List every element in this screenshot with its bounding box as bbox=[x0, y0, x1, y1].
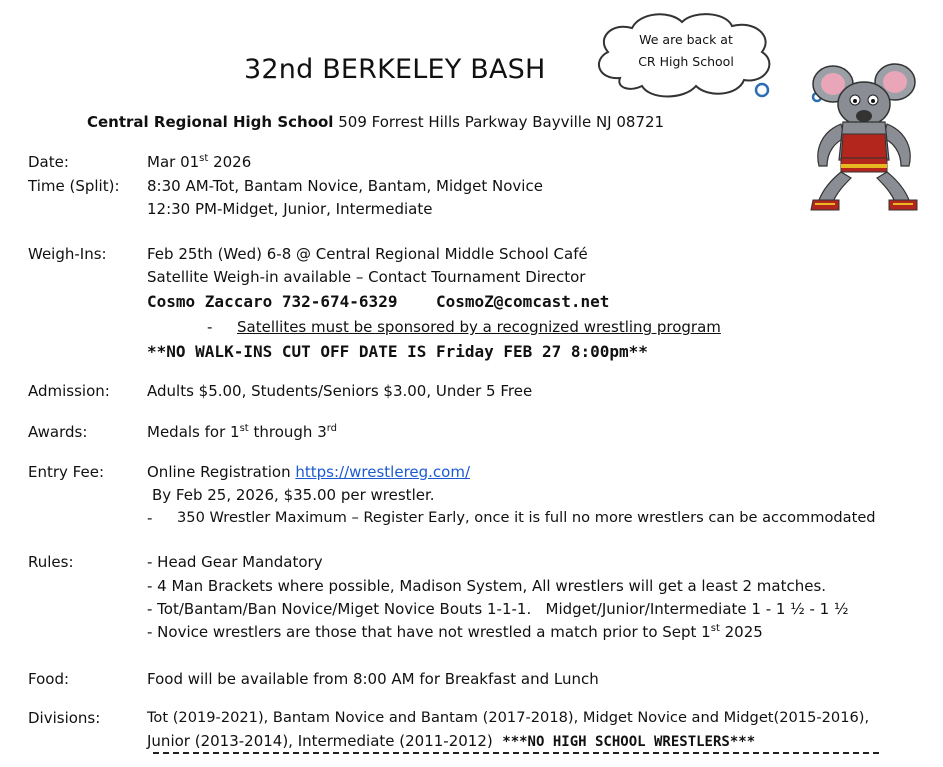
venue-address: 509 Forrest Hills Parkway Bayville NJ 08721 bbox=[338, 113, 665, 131]
entry-fee-label: Entry Fee: bbox=[28, 463, 104, 481]
dashed-separator bbox=[153, 752, 879, 754]
rules-label: Rules: bbox=[28, 553, 74, 571]
date-year: 2026 bbox=[213, 153, 252, 171]
food-value: Food will be available from 8:00 AM for Breakfast and Lunch bbox=[147, 670, 599, 688]
rules-line-1: - Head Gear Mandatory bbox=[147, 553, 323, 571]
page-title: 32nd BERKELEY BASH bbox=[244, 54, 546, 85]
mascot-rat-wrestler-icon bbox=[805, 62, 923, 214]
rules-line-4-text: - Novice wrestlers are those that have not wrestled a match prior to Sept 1 bbox=[147, 623, 711, 641]
awards-part-1: Medals for 1 bbox=[147, 423, 240, 441]
registration-link[interactable]: https://wrestlereg.com/ bbox=[295, 463, 471, 481]
time-line-1: 8:30 AM-Tot, Bantam Novice, Bantam, Midget Novice bbox=[147, 177, 543, 195]
admission-label: Admission: bbox=[28, 382, 110, 400]
time-label: Time (Split): bbox=[28, 177, 120, 195]
venue-line bbox=[87, 113, 664, 131]
satellite-note: Satellites must be sponsored by a recognized wrestling program bbox=[237, 318, 721, 336]
entry-online-text: Online Registration bbox=[147, 463, 296, 481]
entry-max-note: 350 Wrestler Maximum – Register Early, once it is full no more wrestlers can be accommodated bbox=[177, 509, 876, 526]
awards-value bbox=[147, 423, 337, 441]
rules-line-4 bbox=[147, 623, 763, 641]
entry-deadline: By Feb 25, 2026, $35.00 per wrestler. bbox=[152, 486, 435, 504]
date-suffix: st bbox=[199, 153, 209, 164]
rules-line-2: - 4 Man Brackets where possible, Madison System, All wrestlers will get a least 2 matches. bbox=[147, 577, 827, 595]
cutoff-notice: **NO WALK-INS CUT OFF DATE IS Friday FEB 27 8:00pm** bbox=[147, 342, 648, 361]
satellite-bullet-dash: - bbox=[207, 318, 213, 336]
awards-sup-2: rd bbox=[326, 423, 338, 434]
awards-sup-1: st bbox=[239, 423, 249, 434]
venue-name: Central Regional High School bbox=[87, 113, 334, 131]
divisions-line-2 bbox=[147, 732, 755, 750]
food-label: Food: bbox=[28, 670, 70, 688]
weighins-line-2: Satellite Weigh-in available – Contact Tournament Director bbox=[147, 268, 586, 286]
divisions-line-2-text: Junior (2013-2014), Intermediate (2011-2012) bbox=[147, 732, 503, 750]
bubble-line-2: CR High School bbox=[638, 54, 734, 69]
rules-line-3: - Tot/Bantam/Ban Novice/Miget Novice Bouts 1-1-1. Midget/Junior/Intermediate 1 - 1 ½ - 1 ½ bbox=[147, 600, 849, 618]
director-contact: Cosmo Zaccaro 732-674-6329 CosmoZ@comcast.net bbox=[147, 292, 610, 311]
time-line-2: 12:30 PM-Midget, Junior, Intermediate bbox=[147, 200, 433, 218]
date-label: Date: bbox=[28, 153, 69, 171]
entry-bullet-dash: - bbox=[147, 509, 153, 527]
rules-line-4-year: 2025 bbox=[719, 623, 763, 641]
entry-online-line bbox=[147, 463, 470, 481]
divisions-label: Divisions: bbox=[28, 709, 101, 727]
weighins-label: Weigh-Ins: bbox=[28, 245, 107, 263]
admission-value: Adults $5.00, Students/Seniors $3.00, Under 5 Free bbox=[147, 382, 533, 400]
date-value bbox=[147, 153, 251, 171]
bubble-line-1: We are back at bbox=[639, 32, 733, 47]
no-high-school-notice: ***NO HIGH SCHOOL WRESTLERS*** bbox=[502, 734, 756, 750]
divisions-line-1: Tot (2019-2021), Bantam Novice and Bantam (2017-2018), Midget Novice and Midget(2015-2016), bbox=[147, 709, 870, 726]
awards-label: Awards: bbox=[28, 423, 88, 441]
rules-line-4-sup: st bbox=[710, 623, 720, 634]
weighins-line-1: Feb 25th (Wed) 6-8 @ Central Regional Middle School Café bbox=[147, 245, 588, 263]
date-prefix: Mar 01 bbox=[147, 153, 200, 171]
awards-part-2: through 3 bbox=[248, 423, 327, 441]
